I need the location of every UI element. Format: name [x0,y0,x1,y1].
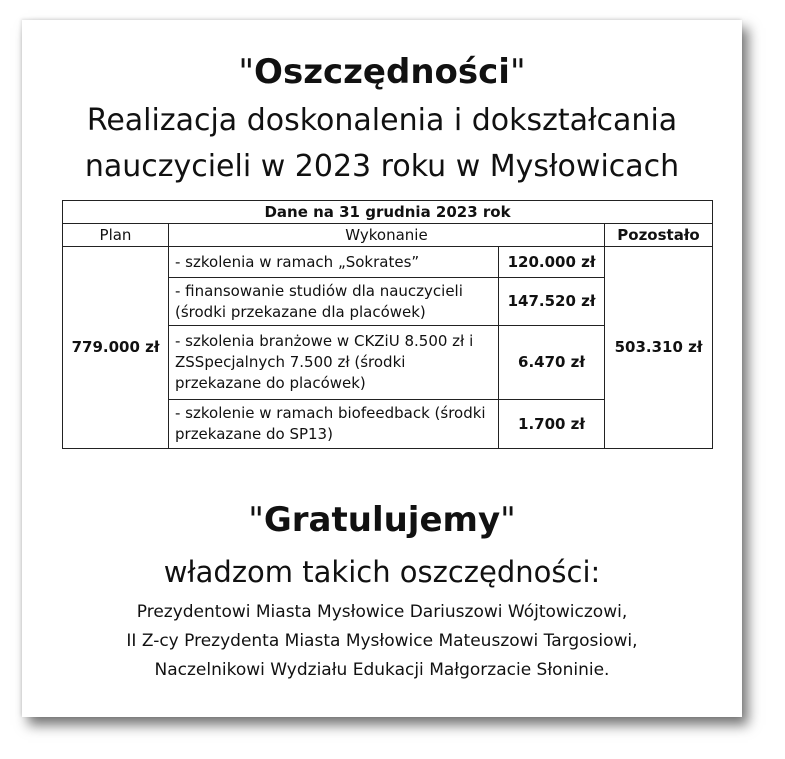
table-row [63,247,713,278]
row-description: - szkolenia w ramach „Sokrates” [169,247,499,278]
row-amount: 147.520 zł [499,278,605,326]
table-header-row [63,224,713,247]
table-caption-row [63,201,713,224]
remaining-value: 503.310 zł [605,247,713,449]
row-amount: 6.470 zł [499,326,605,400]
recipient-line: Prezydentowi Miasta Mysłowice Dariuszowi Wójtowiczowi, [136,602,628,622]
heading-text: Gratulujemy [263,500,501,540]
page-title [22,50,742,94]
column-header-remaining: Pozostało [605,224,713,247]
title-quote-open: " [238,52,255,92]
recipients-list [22,598,742,685]
row-amount: 120.000 zł [499,247,605,278]
subtitle-line-2: nauczycieli w 2023 roku w Mysłowicach [84,149,680,184]
title-quote-close: " [509,52,526,92]
congrats-heading [22,498,742,542]
budget-table [62,200,713,449]
row-description: - finansowanie studiów dla nauczycieli (środki przekazane dla placówek) [169,278,499,326]
subtitle-line-1: Realizacja doskonalenia i dokształcania [86,103,678,138]
row-description: - szkolenie w ramach biofeedback (środki przekazane do SP13) [169,400,499,449]
table-caption: Dane na 31 grudnia 2023 rok [63,201,713,224]
plan-value: 779.000 zł [63,247,169,449]
heading-quote-close: " [500,500,516,540]
column-header-execution: Wykonanie [169,224,605,247]
column-header-plan: Plan [63,224,169,247]
congrats-subheading: władzom takich oszczędności: [163,555,601,589]
row-description: - szkolenia branżowe w CKZiU 8.500 zł i ZSSpecjalnych 7.500 zł (środki przekazane do placówek) [169,326,499,400]
row-amount: 1.700 zł [499,400,605,449]
recipient-line: II Z-cy Prezydenta Miasta Mysłowice Mateuszowi Targosiowi, [126,631,638,651]
document-card [22,20,742,717]
heading-quote-open: " [248,500,264,540]
recipient-line: Naczelnikowi Wydziału Edukacji Małgorzacie Słoninie. [154,660,610,680]
title-text: Oszczędności [254,52,510,92]
